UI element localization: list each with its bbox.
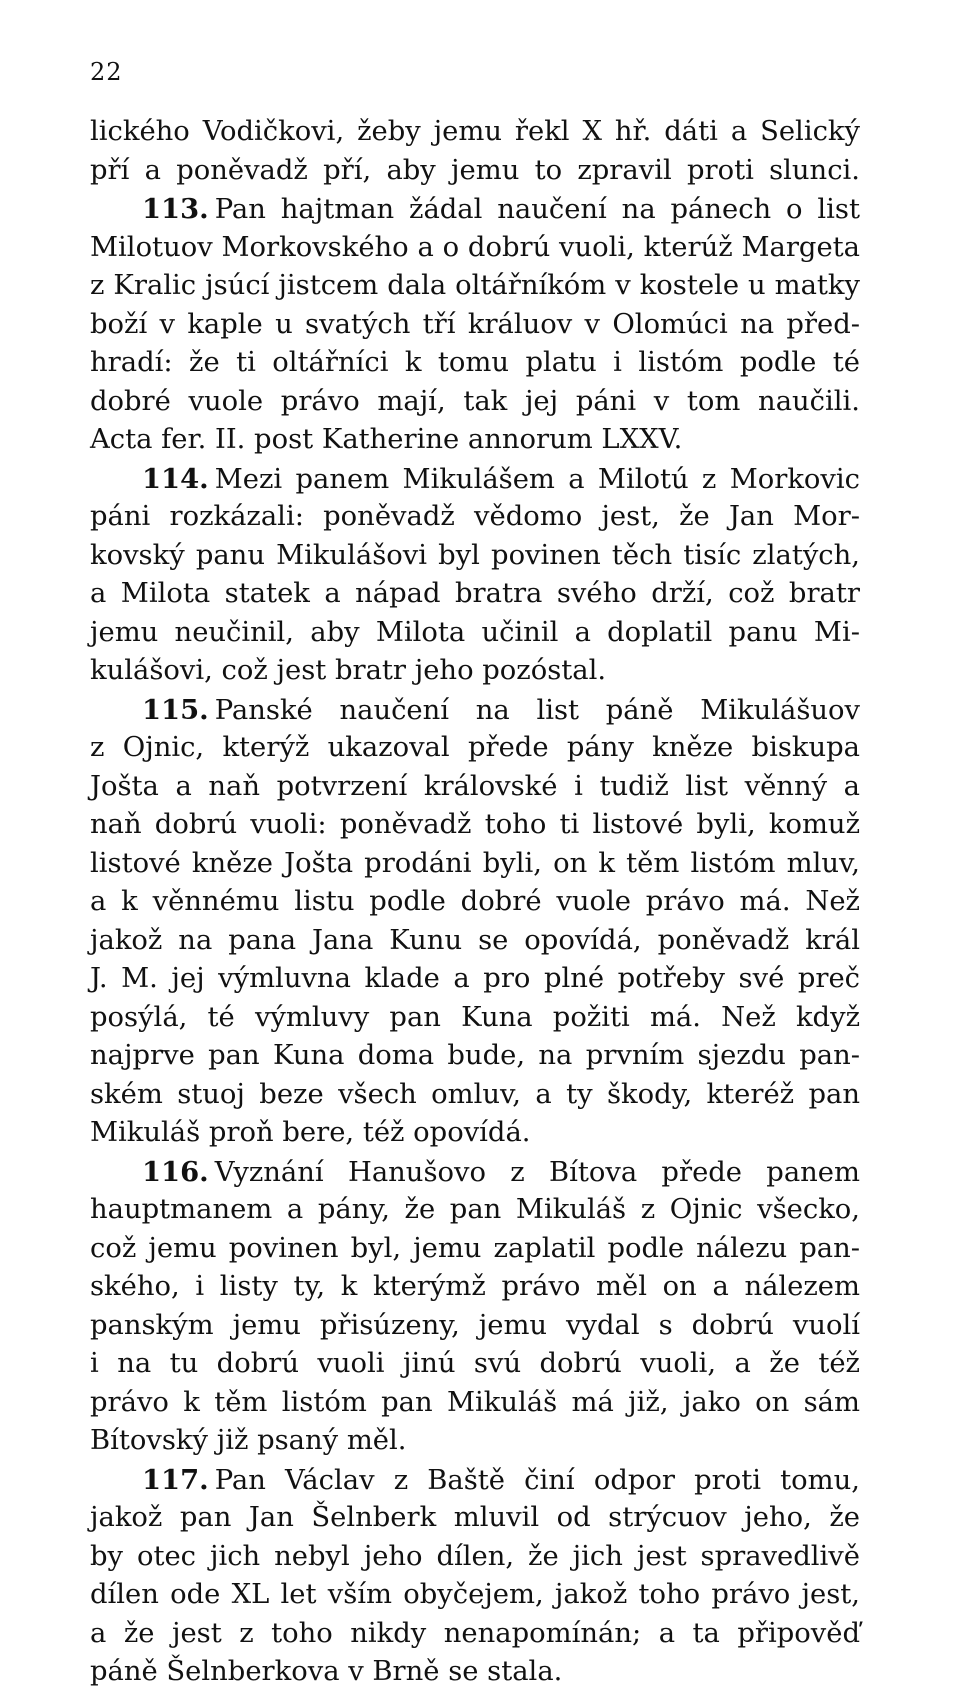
text-line (90, 729, 860, 768)
paragraph-start-line (90, 691, 860, 730)
line-text: což jemu povinen byl, jemu zaplatil podle nálezu pan- (90, 1232, 860, 1264)
text-line (90, 652, 860, 691)
line-text: J. M. jej výmluvna klade a pro plné potřeby své preč (90, 963, 860, 994)
line-text: najprve pan Kuna doma bude, na prvním sjezdu pan- (90, 1040, 860, 1071)
line-text: lického Vodičkovi, žeby jemu řekl X hř. dáti a Selický (90, 116, 860, 147)
paragraph-number: 116. (142, 1155, 209, 1188)
line-text: posýlá, té výmluvy pan Kuna požiti má. Než když (90, 1001, 860, 1033)
body-text (90, 113, 860, 1692)
paragraph-number: 113. (142, 193, 209, 225)
line-text: by otec jich nebyl jeho dílen, že jich jest spravedlivě (90, 1540, 860, 1572)
text-line (90, 1307, 860, 1346)
text-line (90, 922, 860, 961)
text-line (90, 1422, 860, 1461)
text-line (90, 1576, 860, 1615)
line-text: listové kněze Jošta prodáni byli, on k těm listóm mluv, (90, 847, 860, 879)
text-line (90, 806, 860, 845)
text-line (90, 575, 860, 614)
text-line (90, 1615, 860, 1654)
text-line (90, 113, 860, 152)
text-line (90, 1114, 860, 1153)
line-text: Vyznání Hanušovo z Bítova přede panem (214, 1156, 860, 1188)
paragraph-number: 115. (142, 693, 209, 726)
line-text: Acta fer. II. post Katherine annorum LXXV. (90, 424, 683, 455)
line-text: Mezi panem Mikulášem a Milotú z Morkovic (214, 463, 860, 495)
paragraph-number: 114. (142, 462, 209, 495)
text-line (90, 537, 860, 576)
line-text: Bítovský již psaný měl. (90, 1425, 407, 1456)
text-line (90, 1384, 860, 1423)
line-text: páně Šelnberkova v Brně se stala. (90, 1656, 563, 1687)
line-text: Jošta a naň potvrzení královské i tudiž list věnný a (90, 770, 860, 802)
line-text: naň dobrú vuoli: poněvadž toho ti listové byli, komuž (90, 809, 860, 840)
line-text: i na tu dobrú vuoli jinú svú dobrú vuoli, a že též (90, 1348, 860, 1379)
line-text: ského, i listy ty, k kterýmž právo měl on a nálezem (90, 1271, 860, 1302)
text-line (90, 1499, 860, 1538)
text-line (90, 883, 860, 922)
text-line (90, 1191, 860, 1230)
text-line (90, 1345, 860, 1384)
text-line (90, 498, 860, 537)
line-text: Pan Václav z Baště činí odpor proti tomu, (214, 1464, 860, 1496)
text-line (90, 1538, 860, 1577)
line-text: kulášovi, což jest bratr jeho pozóstal. (90, 655, 607, 686)
line-text: ském stuoj beze všech omluv, a ty škody, kteréž pan (90, 1078, 860, 1110)
line-text: dílen ode XL let vším obyčejem, jakož toho právo jest, (90, 1579, 860, 1610)
line-text: Pan hajtman žádal naučení na pánech o list (214, 194, 860, 225)
text-line (90, 152, 860, 191)
text-line (90, 229, 860, 268)
line-text: dobré vuole právo mají, tak jej páni v tom naučili. (90, 385, 860, 417)
line-text: jakož na pana Jana Kunu se opovídá, poněvadž král (90, 924, 860, 956)
line-text: právo k těm listóm pan Mikuláš má již, jako on sám (90, 1386, 860, 1418)
line-text: jemu neučinil, aby Milota učinil a doplatil panu Mi- (90, 616, 860, 648)
text-line (90, 768, 860, 807)
text-line (90, 1076, 860, 1115)
paragraph-start-line (90, 460, 860, 499)
line-text: jakož pan Jan Šelnberk mluvil od strýcuov jeho, že (90, 1502, 860, 1533)
line-text: páni rozkázali: poněvadž vědomo jest, že Jan Mor- (90, 501, 860, 532)
page-number: 22 (90, 58, 123, 86)
text-line (90, 960, 860, 999)
line-text: a Milota statek a nápad bratra svého drží, což bratr (90, 578, 860, 609)
text-line (90, 421, 860, 460)
text-line (90, 999, 860, 1038)
line-text: Panské naučení na list páně Mikulášuov (214, 694, 860, 726)
line-text: z Kralic jsúcí jistcem dala oltářníkóm v kostele u matky (90, 270, 860, 301)
paragraph-number: 117. (142, 1463, 209, 1496)
line-text: a k věnnému listu podle dobré vuole právo má. Než (90, 886, 860, 917)
text-line (90, 1230, 860, 1269)
text-line (90, 267, 860, 306)
paragraph-start-line (90, 1153, 860, 1192)
line-text: boží v kaple u svatých tří králuov v Olomúci na před- (90, 308, 860, 340)
text-line (90, 1037, 860, 1076)
paragraph-start-line (90, 190, 860, 229)
line-text: hauptmanem a pány, že pan Mikuláš z Ojnic všecko, (90, 1194, 860, 1225)
line-text: kovský panu Mikulášovi byl povinen těch tisíc zlatých, (90, 539, 860, 571)
text-line (90, 614, 860, 653)
line-text: pří a poněvadž pří, aby jemu to zpravil proti slunci. (90, 154, 860, 186)
text-line (90, 1653, 860, 1692)
text-line (90, 1268, 860, 1307)
line-text: Mikuláš proň bere, též opovídá. (90, 1117, 531, 1148)
text-line (90, 306, 860, 345)
line-text: a že jest z toho nikdy nenapomínán; a ta připověď (90, 1617, 860, 1649)
text-line (90, 845, 860, 884)
text-line (90, 383, 860, 422)
paragraph-start-line (90, 1461, 860, 1500)
line-text: Milotuov Morkovského a o dobrú vuoli, kterúž Margeta (90, 231, 860, 263)
line-text: hradí: že ti oltářníci k tomu platu i listóm podle té (90, 347, 860, 378)
text-line (90, 344, 860, 383)
line-text: z Ojnic, kterýž ukazoval přede pány kněze biskupa (90, 732, 860, 763)
line-text: panským jemu přisúzeny, jemu vydal s dobrú vuolí (90, 1309, 860, 1341)
